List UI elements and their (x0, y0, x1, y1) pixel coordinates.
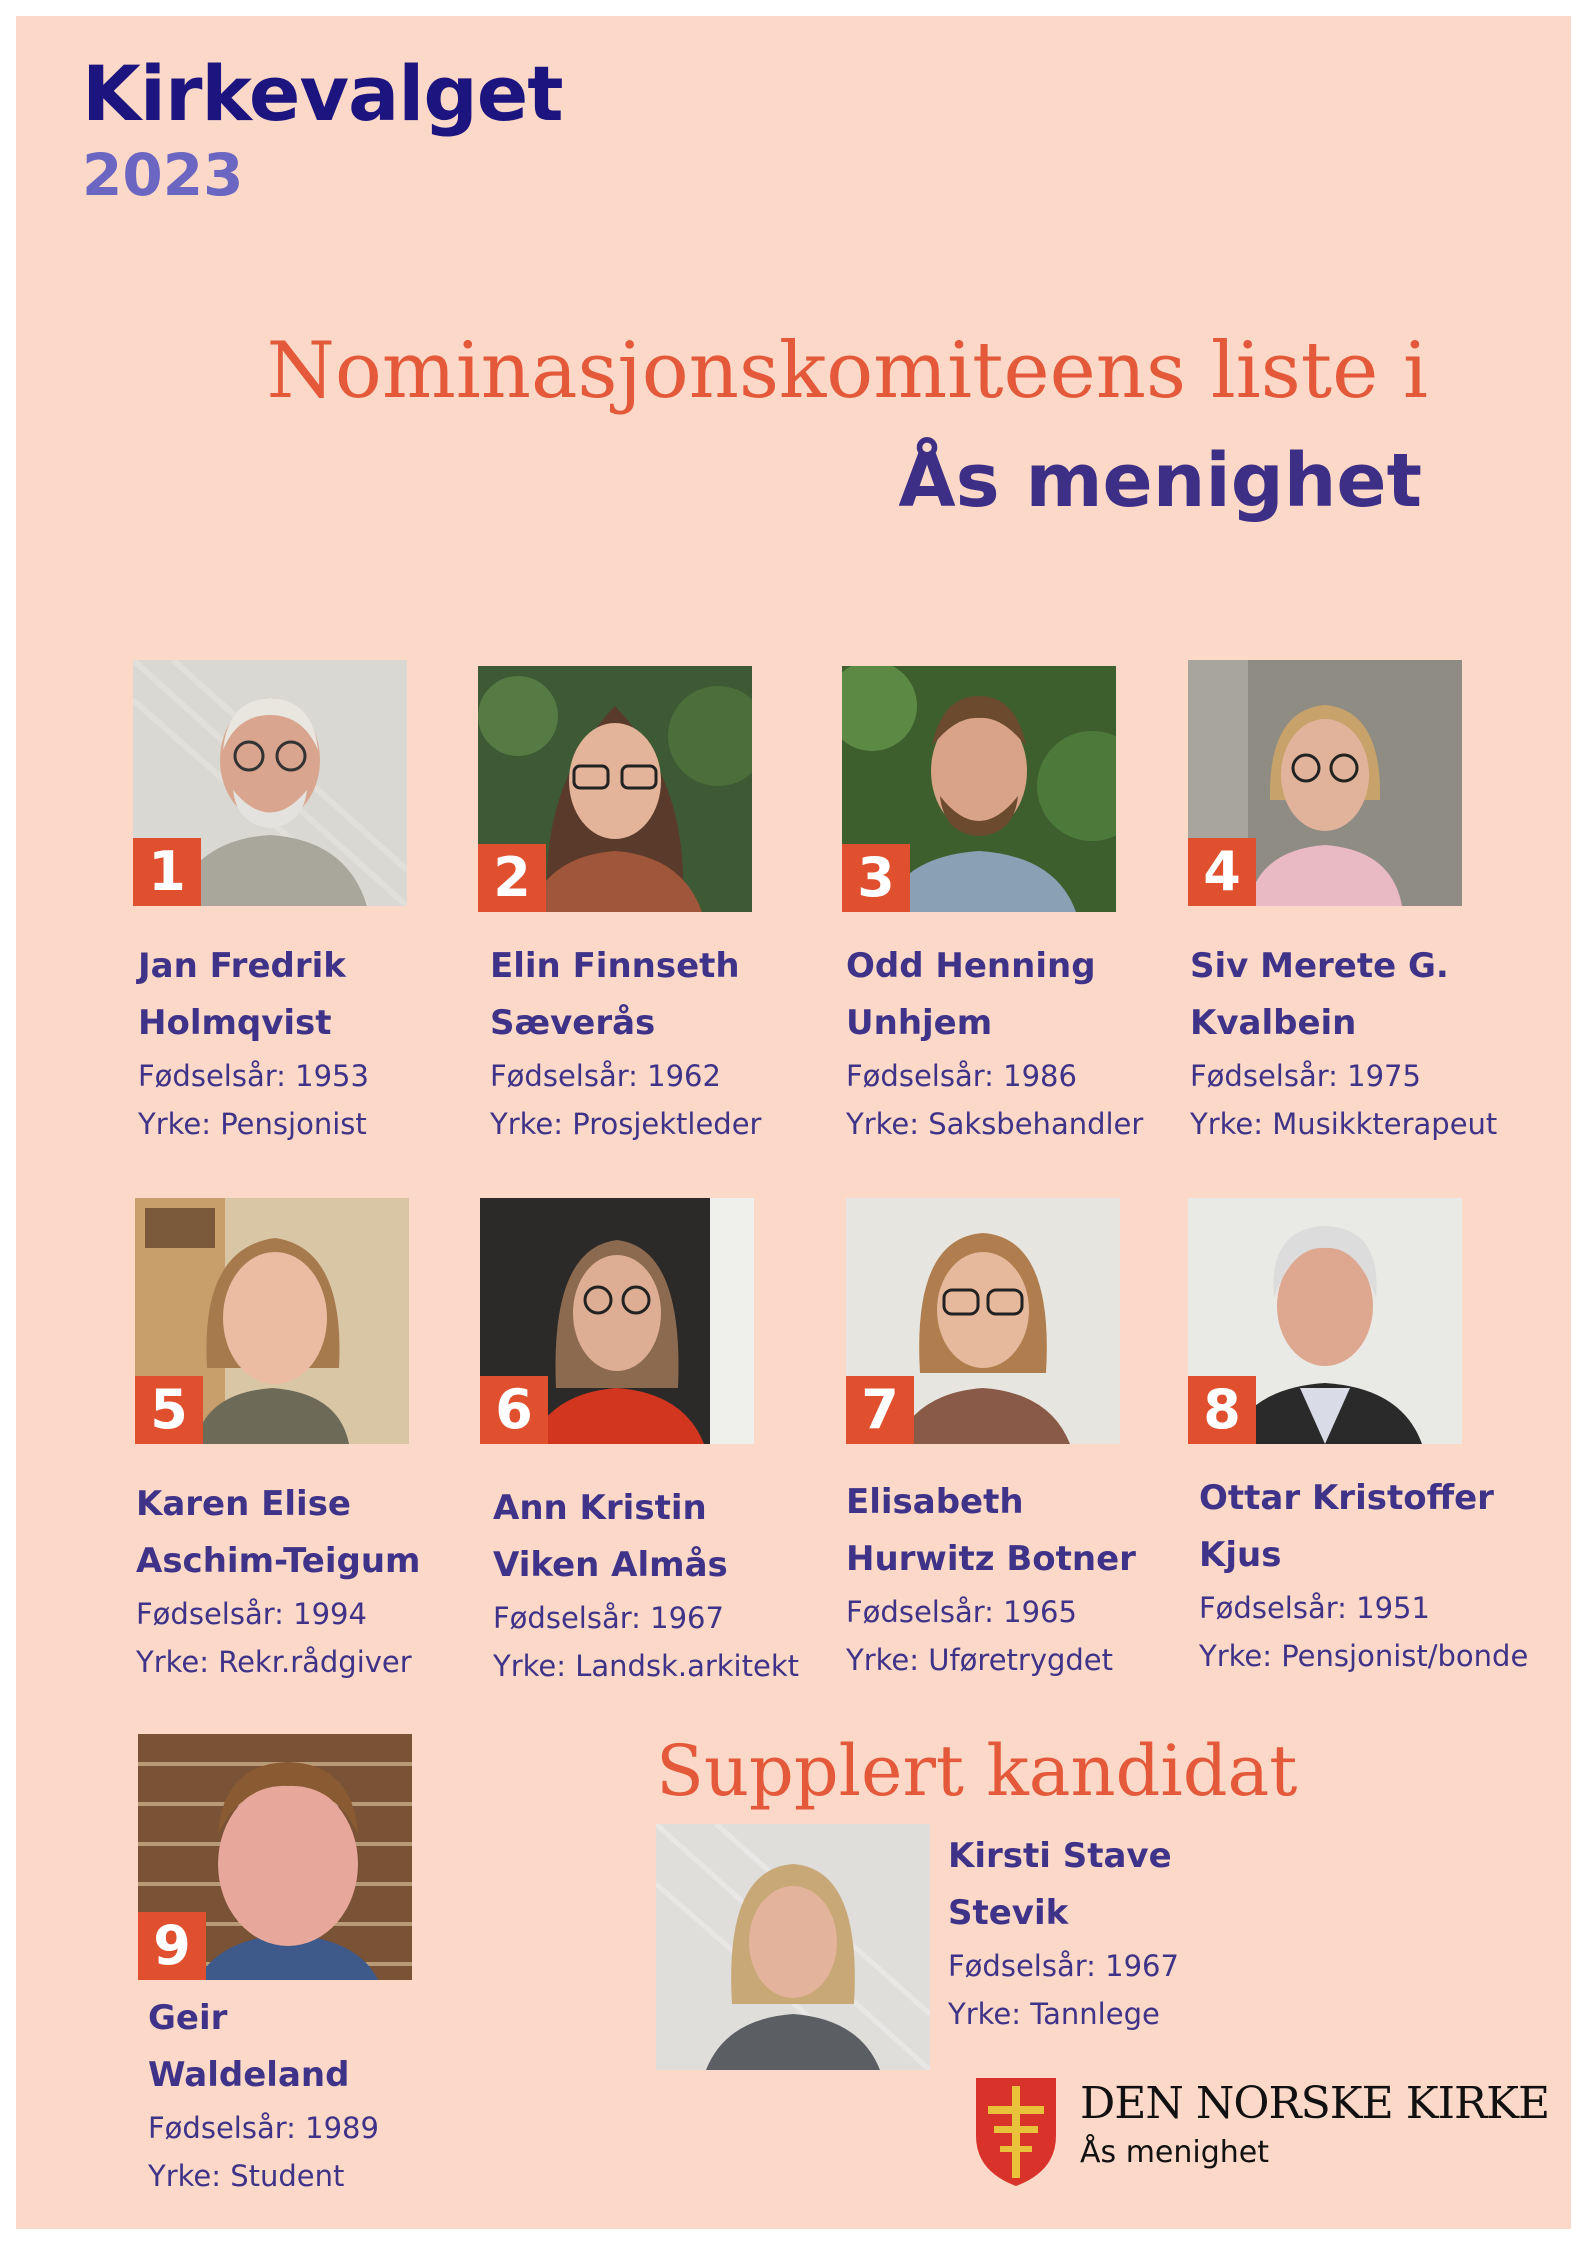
candidate-number: 6 (480, 1376, 548, 1444)
candidate-info-6 (493, 1480, 823, 1690)
candidate-birth-year: Fødselsår: 1989 (148, 2111, 379, 2145)
brand-title: Kirkevalget (82, 49, 563, 138)
candidate-number: 9 (138, 1912, 206, 1980)
poster (16, 16, 1571, 2229)
candidate-photo-2 (478, 666, 752, 912)
candidate-photo-3 (842, 666, 1116, 912)
candidate-number: 5 (135, 1376, 203, 1444)
supplement-occupation: Yrke: Tannlege (948, 1997, 1160, 2031)
candidate-name-line2: Unhjem (846, 1003, 993, 1043)
candidate-info-9 (148, 1990, 478, 2200)
candidate-name-line1: Elisabeth (846, 1482, 1024, 1522)
church-logo (974, 2076, 1550, 2196)
candidate-occupation: Yrke: Pensjonist (138, 1107, 367, 1141)
candidate-occupation: Yrke: Prosjektleder (490, 1107, 762, 1141)
candidate-birth-year: Fødselsår: 1967 (493, 1601, 724, 1635)
candidate-birth-year: Fødselsår: 1994 (136, 1597, 367, 1631)
brand (82, 49, 563, 209)
candidate-occupation: Yrke: Rekr.rådgiver (136, 1645, 412, 1679)
candidate-number: 7 (846, 1376, 914, 1444)
supplement-heading: Supplert kandidat (656, 1730, 1298, 1812)
candidate-info-5 (136, 1476, 466, 1686)
candidate-name-line2: Aschim-Teigum (136, 1541, 421, 1581)
candidate-name-line1: Ottar Kristoffer (1199, 1478, 1494, 1518)
candidate-name-line1: Elin Finnseth (490, 946, 740, 986)
candidate-info-8 (1199, 1470, 1529, 1680)
candidate-number: 8 (1188, 1376, 1256, 1444)
brand-year: 2023 (82, 141, 244, 209)
supplement-birth-year: Fødselsår: 1967 (948, 1949, 1179, 1983)
candidate-occupation: Yrke: Saksbehandler (846, 1107, 1144, 1141)
candidate-occupation: Yrke: Landsk.arkitekt (493, 1649, 799, 1683)
candidate-number: 3 (842, 844, 910, 912)
candidate-birth-year: Fødselsår: 1975 (1190, 1059, 1421, 1093)
candidate-name-line2: Viken Almås (493, 1545, 728, 1585)
candidate-photo-4 (1188, 660, 1462, 906)
candidate-name-line2: Holmqvist (138, 1003, 332, 1043)
candidate-photo-6 (480, 1198, 754, 1444)
supplement-info (948, 1828, 1278, 2038)
portrait-image (656, 1824, 930, 2070)
candidate-number: 1 (133, 838, 201, 906)
candidate-name-line2: Waldeland (148, 2055, 350, 2095)
candidate-name-line1: Siv Merete G. (1190, 946, 1449, 986)
candidate-photo-8 (1188, 1198, 1462, 1444)
candidate-photo-7 (846, 1198, 1120, 1444)
candidate-number: 4 (1188, 838, 1256, 906)
candidate-name-line1: Karen Elise (136, 1484, 351, 1524)
candidate-photo-5 (135, 1198, 409, 1444)
supplement-name: Kirsti Stave Stevik (948, 1836, 1172, 1933)
candidate-name-line1: Geir (148, 1998, 228, 2038)
candidate-name-line2: Kvalbein (1190, 1003, 1357, 1043)
shield-icon (974, 2076, 1058, 2188)
candidate-number: 2 (478, 844, 546, 912)
candidate-photo-1 (133, 660, 407, 906)
candidate-birth-year: Fødselsår: 1965 (846, 1595, 1077, 1629)
candidate-occupation: Yrke: Uføretrygdet (846, 1643, 1114, 1677)
candidate-birth-year: Fødselsår: 1986 (846, 1059, 1077, 1093)
candidate-name-line2: Kjus (1199, 1535, 1282, 1575)
candidate-name-line2: Sæverås (490, 1003, 656, 1043)
candidate-occupation: Yrke: Student (148, 2159, 345, 2193)
supplement-photo (656, 1824, 930, 2070)
candidate-name-line1: Jan Fredrik (138, 946, 346, 986)
candidate-info-7 (846, 1474, 1176, 1684)
candidate-info-3 (846, 938, 1176, 1148)
candidate-name-line1: Odd Henning (846, 946, 1096, 986)
candidate-name-line2: Hurwitz Botner (846, 1539, 1136, 1579)
candidate-birth-year: Fødselsår: 1953 (138, 1059, 369, 1093)
parish-heading: Ås menighet (898, 438, 1422, 524)
candidate-occupation: Yrke: Musikkterapeut (1190, 1107, 1498, 1141)
candidate-birth-year: Fødselsår: 1951 (1199, 1591, 1430, 1625)
candidate-info-2 (490, 938, 820, 1148)
church-parish: Ås menighet (1080, 2135, 1269, 2170)
candidate-photo-9 (138, 1734, 412, 1980)
candidate-birth-year: Fødselsår: 1962 (490, 1059, 721, 1093)
candidate-occupation: Yrke: Pensjonist/bonde (1199, 1639, 1529, 1673)
candidate-info-4 (1190, 938, 1520, 1148)
candidate-info-1 (138, 938, 468, 1148)
candidate-name-line1: Ann Kristin (493, 1488, 707, 1528)
list-heading: Nominasjonskomiteens liste i (266, 326, 1428, 416)
church-name: DEN NORSKE KIRKE (1080, 2078, 1550, 2129)
